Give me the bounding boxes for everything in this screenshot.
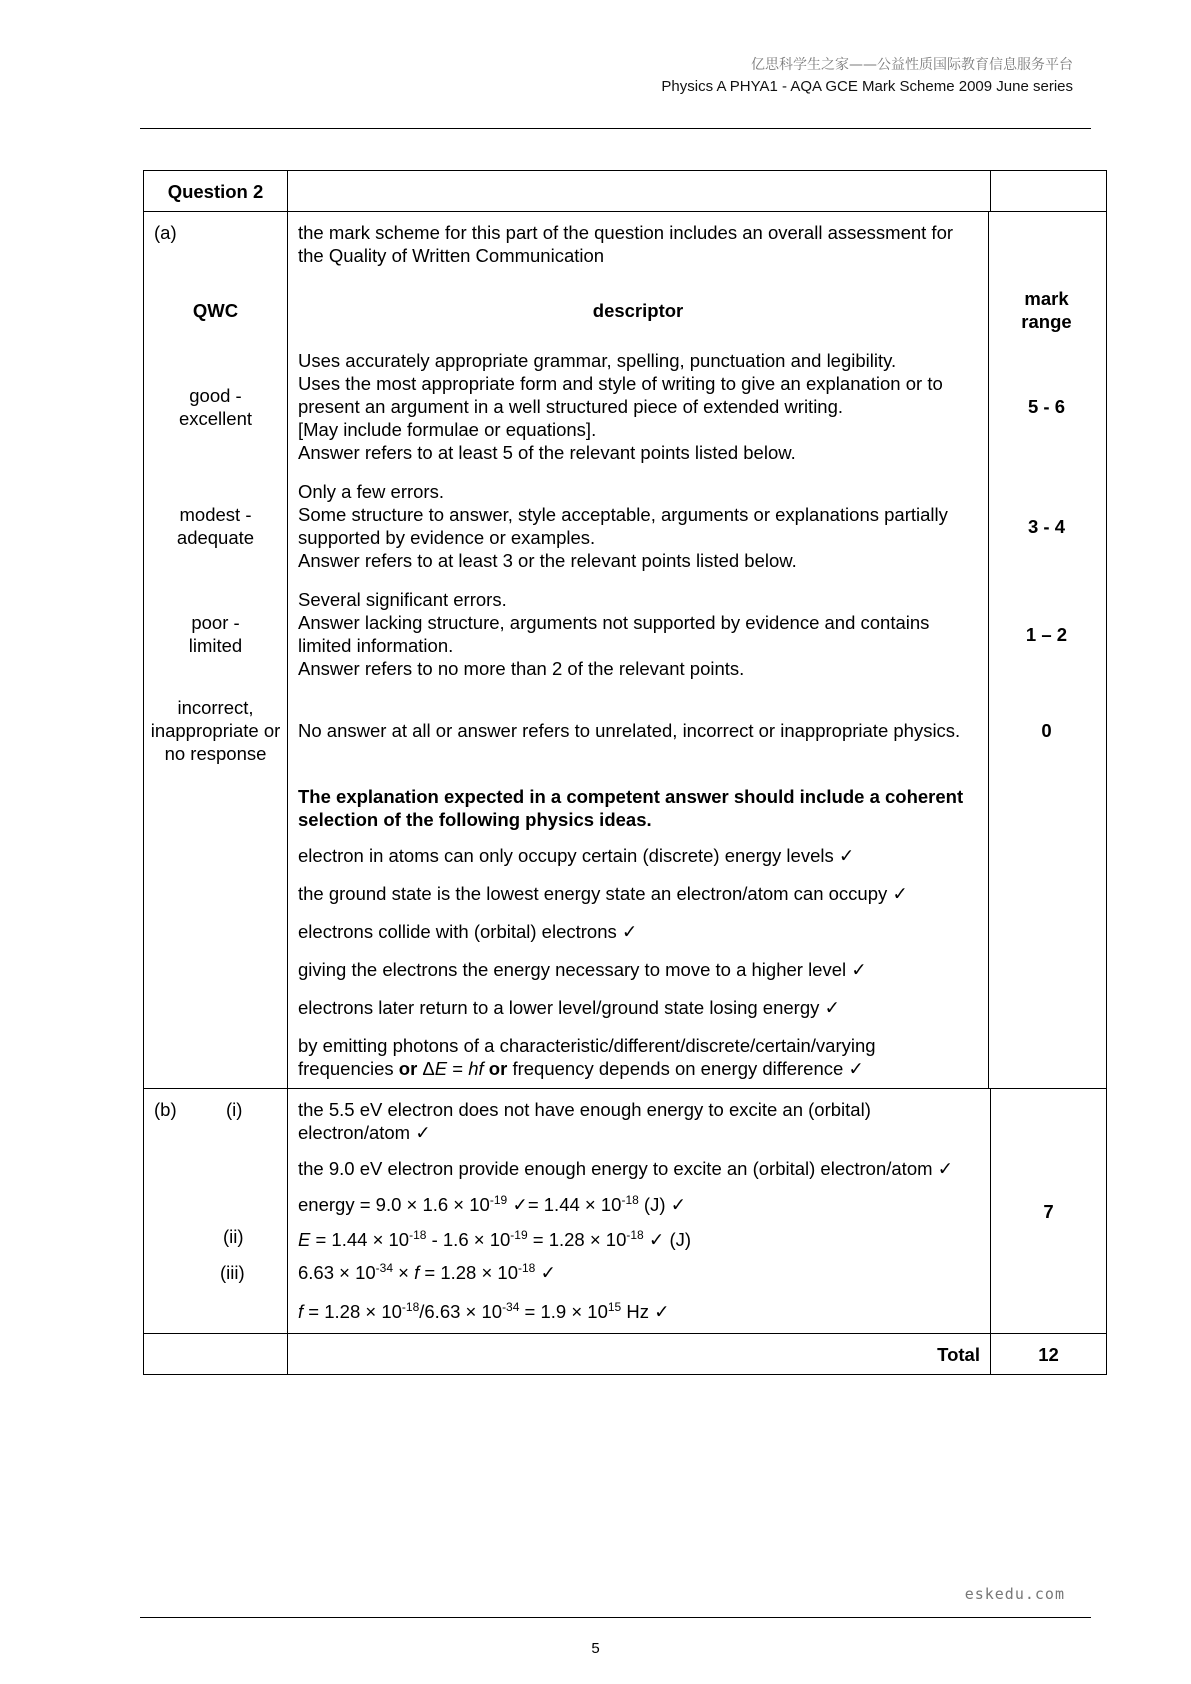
mark-range-poor: 1 – 2 (1025, 623, 1068, 645)
total-marks: 12 (991, 1334, 1107, 1375)
part-a-intro: the mark scheme for this part of the question includes an overall assessment for the Quality of Written Communication (298, 222, 954, 266)
part-a-grid (144, 212, 1106, 1088)
col-heading-mark-range: mark range (1021, 288, 1072, 332)
part-b-label: (b) (154, 1099, 177, 1120)
expected-answer-heading: The explanation expected in a competent answer should include a coherent selection of the following physics ideas. (287, 773, 989, 835)
mark-range-good: 5 - 6 (1027, 396, 1066, 417)
header-divider (140, 128, 1091, 129)
question-label: Question 2 (167, 180, 264, 202)
marking-point: electrons later return to a lower level/ground state losing energy ✓ (287, 987, 989, 1025)
subpart-ii-label: (ii) (223, 1226, 244, 1247)
footer-site: eskedu.com (964, 1585, 1065, 1603)
marking-point: giving the electrons the energy necessary to move to a higher level ✓ (287, 949, 989, 987)
mark-range-modest: 3 - 4 (1027, 515, 1066, 537)
qwc-level-poor: poor - limited (188, 612, 243, 656)
answer-b-i-1: the 5.5 eV electron does not have enough energy to excite an (orbital) electron/atom ✓ (298, 1099, 871, 1143)
marking-point: the ground state is the lowest energy state an electron/atom can occupy ✓ (287, 873, 989, 911)
part-b-row (144, 1089, 1107, 1334)
total-label: Total (288, 1334, 991, 1375)
descriptor-modest: Only a few errors. Some structure to answer, style acceptable, arguments or explanations partially supported by evidence or examples. Answer refers to at least 3 or the relevant points listed below. (287, 472, 989, 580)
qwc-level-good: good - excellent (178, 384, 252, 429)
subpart-i-label: (i) (226, 1099, 243, 1120)
descriptor-good: Uses accurately appropriate grammar, spelling, punctuation and legibility. Uses the most appropriate form and style of writing to give an explanation or to present an argument in a well structured piece of extended writing. [May include formulae or equations]. Answer refers to at least 5 of the relevant points listed below. (287, 341, 989, 472)
part-a-label: (a) (154, 222, 177, 243)
answer-b-iii-1: $E = 1.44 \times 10^{-18} - 1.6 \times 10^{-19} = 1.28 \times 10^{-18}$ ✓ (J) (298, 1227, 692, 1250)
header-document-title: Physics A PHYA1 - AQA GCE Mark Scheme 2009 June series (661, 78, 1073, 95)
qwc-level-modest: modest - adequate (176, 504, 255, 548)
part-b-marks: 7 (991, 1089, 1107, 1334)
question-header-row (144, 171, 1107, 212)
mark-range-incorrect: 0 (1041, 720, 1052, 741)
total-row (144, 1334, 1107, 1375)
header-chinese-title: 亿思科学生之家——公益性质国际教育信息服务平台 (751, 57, 1073, 73)
footer-divider (140, 1617, 1091, 1618)
qwc-level-incorrect: incorrect, inappropriate or no response (150, 697, 281, 764)
mark-scheme-table (143, 170, 1107, 1375)
col-heading-qwc: QWC (192, 299, 239, 321)
col-heading-descriptor: descriptor (287, 279, 989, 341)
descriptor-incorrect: No answer at all or answer refers to unrelated, incorrect or inappropriate physics. (287, 688, 989, 773)
answer-b-iii-3: $f = 1.28 \times 10^{-18}/6.63 \times 10^{-34} = 1.9 \times 10^{15}$ Hz ✓ (298, 1299, 670, 1322)
part-a-row (144, 212, 1107, 1089)
answer-b-iii-2: $6.63 \times 10^{-34} \times f = 1.28 \times 10^{-18}$ ✓ (298, 1260, 557, 1283)
answer-b-ii: energy = $9.0 \times 1.6 \times 10^{-19}$ ✓= $1.44 \times 10^{-18}$ (J) ✓ (298, 1192, 687, 1215)
marking-point: electrons collide with (orbital) electrons ✓ (287, 911, 989, 949)
answer-b-i-2: the 9.0 eV electron provide enough energy to excite an (orbital) electron/atom ✓ (298, 1158, 954, 1179)
descriptor-poor: Several significant errors. Answer lacking structure, arguments not supported by evidence and contains limited information. Answer refers to no more than 2 of the relevant points. (287, 580, 989, 688)
subpart-iii-label: (iii) (220, 1262, 245, 1283)
marking-point-last: by emitting photons of a characteristic/different/discrete/certain/varying frequencies or ΔE = hf or frequency depends on energy difference ✓ (287, 1025, 989, 1088)
page-number: 5 (591, 1640, 600, 1657)
marking-point: electron in atoms can only occupy certain (discrete) energy levels ✓ (287, 835, 989, 873)
